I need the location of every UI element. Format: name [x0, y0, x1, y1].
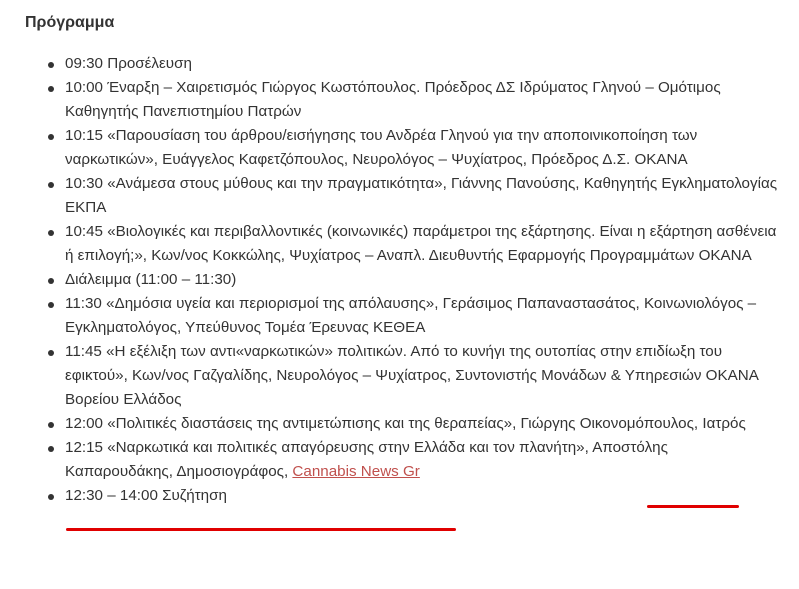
list-item: Διάλειμμα (11:00 – 11:30) [48, 268, 778, 292]
program-heading: Πρόγραμμα [25, 14, 115, 31]
list-item: 12:00 «Πολιτικές διαστάσεις της αντιμετώπισης και της θεραπείας», Γιώργης Οικονομόπουλος, Ιατρός [48, 412, 778, 436]
speaker-highlight: Αποστόλης Καπαρουδάκης, Δημοσιογράφος, [65, 439, 668, 480]
list-item: 10:15 «Παρουσίαση του άρθρου/εισήγησης του Ανδρέα Γληνού για την αποποινικοποίηση των ναρκωτικών», Ευάγγελος Καφετζόπουλος, Νευρολόγος – Ψυχίατρος, Πρόεδρος Δ.Σ. ΟΚΑΝΑ [48, 124, 778, 172]
highlight-underline-1 [647, 505, 739, 508]
list-item: 11:30 «Δημόσια υγεία και περιορισμοί της απόλαυσης», Γεράσιμος Παπαναστασάτος, Κοινωνιολόγος – Εγκληματολόγος, Υπεύθυνος Τομέα Έρευνας ΚΕΘΕΑ [48, 292, 778, 340]
cannabis-news-link[interactable]: Cannabis News Gr [292, 463, 420, 480]
item-1215-text: 12:15 «Ναρκωτικά και πολιτικές απαγόρευσης στην Ελλάδα και τον πλανήτη», [65, 439, 593, 456]
list-item: 11:45 «Η εξέλιξη των αντι«ναρκωτικών» πολιτικών. Από το κυνήγι της ουτοπίας στην επιδίωξη του εφικτού», Κων/νος Γαζγαλίδης, Νευρολόγος – Ψυχίατρος, Συντονιστής Μονάδων & Υπηρεσιών ΟΚΑΝΑ Βορείου Ελλάδος [48, 340, 778, 412]
list-item: 10:45 «Βιολογικές και περιβαλλοντικές (κοινωνικές) παράμετροι της εξάρτησης. Είναι η εξάρτηση ασθένεια ή επιλογή;», Κων/νος Κοκκώλης, Ψυχίατρος – Αναπλ. Διευθυντής Εφαρμογής Προγραμμάτων ΟΚΑΝΑ [48, 220, 778, 268]
list-item: 10:00 Έναρξη – Χαιρετισμός Γιώργος Κωστόπουλος. Πρόεδρος ΔΣ Ιδρύματος Γληνού – Ομότιμος Καθηγητής Πανεπιστημίου Πατρών [48, 76, 778, 124]
list-item: 12:30 – 14:00 Συζήτηση [48, 484, 778, 508]
list-item: 10:30 «Ανάμεσα στους μύθους και την πραγματικότητα», Γιάννης Πανούσης, Καθηγητής Εγκληματολογίας ΕΚΠΑ [48, 172, 778, 220]
list-item: 09:30 Προσέλευση [48, 52, 778, 76]
schedule-list [48, 52, 778, 508]
list-item-1215 [48, 436, 778, 484]
highlight-underline-2 [66, 528, 456, 531]
